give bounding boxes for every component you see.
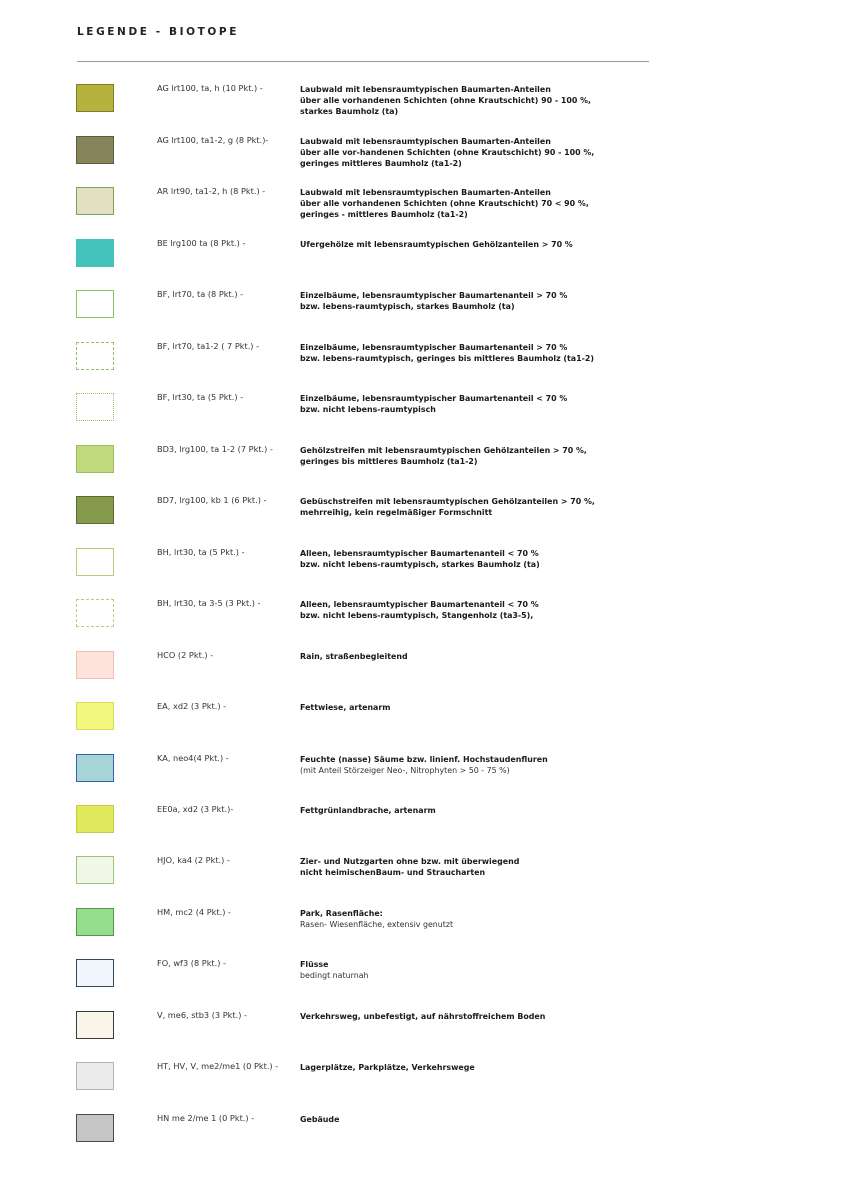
legend-swatch [76, 187, 114, 215]
legend-description-normal: bedingt naturnah [300, 971, 369, 980]
legend-row [76, 239, 676, 273]
legend-swatch [76, 548, 114, 576]
legend-description-bold: Zier- und Nutzgarten ohne bzw. mit überwiegend nicht heimischenBaum- und Straucharten [300, 857, 520, 877]
legend-code: BE lrg100 ta (8 Pkt.) - [157, 238, 246, 248]
legend-description-bold: Fettwiese, artenarm [300, 703, 391, 712]
legend-description-bold: Lagerplätze, Parkplätze, Verkehrswege [300, 1063, 475, 1072]
legend-code: AG lrt100, ta1-2, g (8 Pkt.)- [157, 135, 269, 145]
legend-swatch [76, 445, 114, 473]
legend-swatch [76, 702, 114, 730]
legend-description-bold: Flüsse [300, 960, 329, 969]
legend-row [76, 84, 676, 118]
legend-description-bold: Alleen, lebensraumtypischer Baumartenanteil < 70 % bzw. nicht lebens-raumtypisch, Stangenholz (ta3-5), [300, 600, 539, 620]
legend-row [76, 548, 676, 582]
legend-row [76, 805, 676, 839]
legend-description-bold: Feuchte (nasse) Säume bzw. linienf. Hochstaudenfluren [300, 755, 548, 764]
legend-code: BH, lrt30, ta (5 Pkt.) - [157, 547, 245, 557]
legend-description-bold: Verkehrsweg, unbefestigt, auf nährstoffreichem Boden [300, 1012, 546, 1021]
legend-code: BD7, lrg100, kb 1 (6 Pkt.) - [157, 495, 267, 505]
legend-swatch [76, 805, 114, 833]
legend-description-bold: Laubwald mit lebensraumtypischen Baumarten-Anteilen über alle vorhandenen Schichten (ohne Krautschicht) 70 < 90 %, geringes - mittleres Baumholz (ta1-2) [300, 188, 589, 219]
legend-swatch [76, 1114, 114, 1142]
legend-row [76, 754, 676, 788]
legend-row [76, 496, 676, 530]
legend-code: EE0a, xd2 (3 Pkt.)- [157, 804, 234, 814]
legend-description [300, 908, 660, 930]
legend-description-bold: Einzelbäume, lebensraumtypischer Baumartenanteil > 70 % bzw. lebens-raumtypisch, starkes Baumholz (ta) [300, 291, 568, 311]
legend-description [300, 548, 660, 570]
legend-row [76, 393, 676, 427]
legend-row [76, 856, 676, 890]
legend-swatch [76, 393, 114, 421]
legend-row [76, 908, 676, 942]
legend-row [76, 136, 676, 170]
legend-description [300, 84, 660, 117]
legend-description [300, 136, 660, 169]
legend-description-bold: Einzelbäume, lebensraumtypischer Baumartenanteil < 70 % bzw. nicht lebens-raumtypisch [300, 394, 568, 414]
legend-code: HT, HV, V, me2/me1 (0 Pkt.) - [157, 1061, 279, 1071]
legend-description-bold: Rain, straßenbegleitend [300, 652, 408, 661]
legend-description-bold: Gehölzstreifen mit lebensraumtypischen Gehölzanteilen > 70 %, geringes bis mittleres Baumholz (ta1-2) [300, 446, 587, 466]
legend-description [300, 754, 660, 776]
legend-row [76, 1114, 676, 1148]
legend-swatch [76, 599, 114, 627]
legend-description-bold: Alleen, lebensraumtypischer Baumartenanteil < 70 % bzw. nicht lebens-raumtypisch, starkes Baumholz (ta) [300, 549, 540, 569]
legend-description-bold: Park, Rasenfläche: [300, 909, 383, 918]
legend-description [300, 496, 660, 518]
legend-code: HJO, ka4 (2 Pkt.) - [157, 855, 230, 865]
legend-description [300, 856, 660, 878]
legend-description [300, 651, 660, 662]
legend-description [300, 445, 660, 467]
legend-row [76, 187, 676, 221]
legend-code: BF, lrt70, ta (8 Pkt.) - [157, 289, 244, 299]
legend-swatch [76, 754, 114, 782]
legend-swatch [76, 1011, 114, 1039]
legend-code: BF, lrt70, ta1-2 ( 7 Pkt.) - [157, 341, 260, 351]
legend-description-bold: Ufergehölze mit lebensraumtypischen Gehölzanteilen > 70 % [300, 240, 573, 249]
legend-code: HCO (2 Pkt.) - [157, 650, 214, 660]
legend-description-bold: Einzelbäume, lebensraumtypischer Baumartenanteil > 70 % bzw. lebens-raumtypisch, geringes bis mittleres Baumholz (ta1-2) [300, 343, 594, 363]
legend-swatch [76, 496, 114, 524]
legend-description [300, 702, 660, 713]
legend-row [76, 702, 676, 736]
legend-description [300, 959, 660, 981]
legend-row [76, 290, 676, 324]
legend-row [76, 959, 676, 993]
legend-description [300, 239, 660, 250]
legend-swatch [76, 239, 114, 267]
legend-swatch [76, 908, 114, 936]
legend-description-normal: (mit Anteil Störzeiger Neo-, Nitrophyten > 50 - 75 %) [300, 766, 510, 775]
legend-row [76, 651, 676, 685]
legend-swatch [76, 136, 114, 164]
legend-row [76, 445, 676, 479]
legend-code: HM, mc2 (4 Pkt.) - [157, 907, 231, 917]
legend-code: AG lrt100, ta, h (10 Pkt.) - [157, 83, 263, 93]
legend-description-bold: Gebäude [300, 1115, 340, 1124]
legend-code: FO, wf3 (8 Pkt.) - [157, 958, 226, 968]
legend-swatch [76, 290, 114, 318]
legend-row [76, 342, 676, 376]
legend-description [300, 805, 660, 816]
legend-description-normal: Rasen- Wiesenfläche, extensiv genutzt [300, 920, 454, 929]
legend-description [300, 187, 660, 220]
legend-description [300, 1114, 660, 1125]
legend-swatch [76, 342, 114, 370]
legend-swatch [76, 856, 114, 884]
title-divider [77, 61, 649, 62]
legend-code: BH, lrt30, ta 3-5 (3 Pkt.) - [157, 598, 261, 608]
legend-code: V, me6, stb3 (3 Pkt.) - [157, 1010, 247, 1020]
legend-swatch [76, 651, 114, 679]
legend-description [300, 1062, 660, 1073]
legend-row [76, 1062, 676, 1096]
legend-code: BF, lrt30, ta (5 Pkt.) - [157, 392, 244, 402]
legend-description [300, 342, 660, 364]
legend-description-bold: Laubwald mit lebensraumtypischen Baumarten-Anteilen über alle vorhandenen Schichten (ohne Krautschicht) 90 - 100 %, starkes Baumholz (ta) [300, 85, 591, 116]
legend-swatch [76, 959, 114, 987]
legend-description-bold: Fettgrünlandbrache, artenarm [300, 806, 436, 815]
legend-swatch [76, 84, 114, 112]
legend-code: AR lrt90, ta1-2, h (8 Pkt.) - [157, 186, 266, 196]
legend-description [300, 599, 660, 621]
legend-code: KA, neo4(4 Pkt.) - [157, 753, 229, 763]
legend-swatch [76, 1062, 114, 1090]
legend-code: HN me 2/me 1 (0 Pkt.) - [157, 1113, 255, 1123]
page-title: LEGENDE - BIOTOPE [77, 26, 239, 38]
legend-code: EA, xd2 (3 Pkt.) - [157, 701, 227, 711]
legend-description [300, 290, 660, 312]
legend-description [300, 393, 660, 415]
legend-description-bold: Gebüschstreifen mit lebensraumtypischen Gehölzanteilen > 70 %, mehrreihig, kein regelmäßiger Formschnitt [300, 497, 595, 517]
legend-row [76, 599, 676, 633]
legend-description [300, 1011, 660, 1022]
legend-code: BD3, lrg100, ta 1-2 (7 Pkt.) - [157, 444, 273, 454]
legend-description-bold: Laubwald mit lebensraumtypischen Baumarten-Anteilen über alle vor-handenen Schichten (ohne Krautschicht) 90 - 100 %, geringes mittleres Baumholz (ta1-2) [300, 137, 595, 168]
legend-row [76, 1011, 676, 1045]
